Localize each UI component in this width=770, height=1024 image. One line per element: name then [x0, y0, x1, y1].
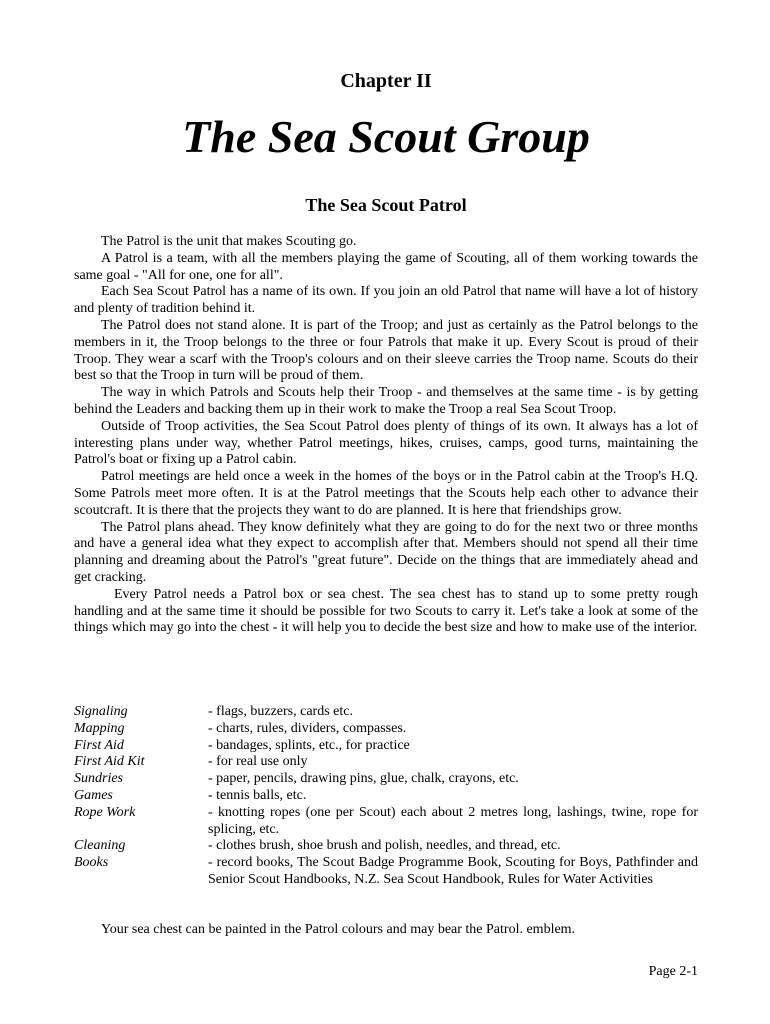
list-item	[74, 771, 698, 788]
paragraph: The way in which Patrols and Scouts help their Troop - and themselves at the same time - is by getting behind the Leaders and backing them up in their work to make the Troop a real Sea Scout Troop.	[74, 385, 698, 417]
paragraph: Patrol meetings are held once a week in the homes of the boys or in the Patrol cabin at the Troop's H.Q. Some Patrols meet more often. It is at the Patrol meetings that the Scouts help each other to advance their scoutcraft. It is there that the projects they want to do are planned. It is here that friendships grow.	[74, 469, 698, 518]
list-item	[74, 704, 698, 721]
paragraph: The Patrol plans ahead. They know definitely what they are going to do for the next two or three months and have a general idea what they expect to accomplish after that. Members should not spend all their time planning and dreaming about the Patrol's "great future". Decide on the things that are immediately ahead and get cracking.	[74, 519, 698, 585]
list-description: - knotting ropes (one per Scout) each about 2 metres long, lashings, twine, rope for splicing, etc.	[208, 804, 698, 837]
body-text	[74, 234, 698, 637]
section-title: The Sea Scout Patrol	[305, 195, 467, 215]
list-item	[74, 754, 698, 771]
list-description: - record books, The Scout Badge Programme Book, Scouting for Boys, Pathfinder and Senior Scout Handbooks, N.Z. Sea Scout Handbook, Rules for Water Activities	[208, 855, 698, 887]
list-item	[74, 738, 698, 755]
list-description: - clothes brush, shoe brush and polish, needles, and thread, etc.	[208, 838, 561, 854]
page-title: The Sea Scout Group	[182, 111, 590, 162]
list-description: - bandages, splints, etc., for practice	[208, 737, 410, 753]
page-number: Page 2-1	[648, 964, 698, 979]
list-term: First Aid Kit	[74, 754, 145, 770]
sea-chest-list	[74, 704, 698, 889]
paragraph: A Patrol is a team, with all the members playing the game of Scouting, all of them working towards the same goal - "All for one, one for all".	[74, 250, 698, 283]
list-term: First Aid	[74, 737, 124, 753]
list-description: - flags, buzzers, cards etc.	[208, 704, 353, 719]
list-term: Rope Work	[74, 804, 136, 820]
closing-paragraph: Your sea chest can be painted in the Patrol colours and may bear the Patrol. emblem.	[101, 922, 576, 937]
list-description: - charts, rules, dividers, compasses.	[208, 720, 407, 736]
list-term: Mapping	[74, 720, 125, 736]
chapter-heading: Chapter II	[340, 70, 432, 92]
list-description: - paper, pencils, drawing pins, glue, chalk, crayons, etc.	[208, 771, 519, 787]
list-item	[74, 721, 698, 738]
list-item	[74, 855, 698, 889]
list-term: Books	[74, 855, 109, 871]
list-item	[74, 838, 698, 855]
list-item	[74, 805, 698, 839]
list-item	[74, 788, 698, 805]
list-description: - tennis balls, etc.	[208, 787, 307, 803]
closing-text	[74, 922, 698, 939]
paragraph: The Patrol does not stand alone. It is part of the Troop; and just as certainly as the Patrol belongs to the members in it, the Troop belongs to the three or four Patrols that make it up. Every Scout is proud of their Troop. They wear a scarf with the Troop's colours and on their sleeve carries the Troop name. Scouts do their best so that the Troop in turn will be proud of them.	[74, 317, 698, 384]
list-term: Cleaning	[74, 838, 126, 854]
list-description: - for real use only	[208, 754, 308, 770]
list-term: Games	[74, 787, 113, 803]
paragraph: Outside of Troop activities, the Sea Scout Patrol does plenty of things of its own. It always has a lot of interesting plans under way, whether Patrol meetings, hikes, cruises, camps, good turns, maintaining the Patrol's boat or fixing up a Patrol cabin.	[74, 418, 698, 468]
list-term: Signaling	[74, 704, 128, 719]
paragraph: Each Sea Scout Patrol has a name of its own. If you join an old Patrol that name will have a lot of history and plenty of tradition behind it.	[74, 284, 698, 317]
paragraph: The Patrol is the unit that makes Scouting go.	[101, 234, 357, 249]
paragraph: Every Patrol needs a Patrol box or sea chest. The sea chest has to stand up to some pretty rough handling and at the same time it should be possible for two Scouts to carry it. Let's take a look at some of the things which may go into the chest - it will help you to decide the best size and how to make use of the interior.	[74, 586, 698, 636]
list-term: Sundries	[74, 771, 123, 787]
